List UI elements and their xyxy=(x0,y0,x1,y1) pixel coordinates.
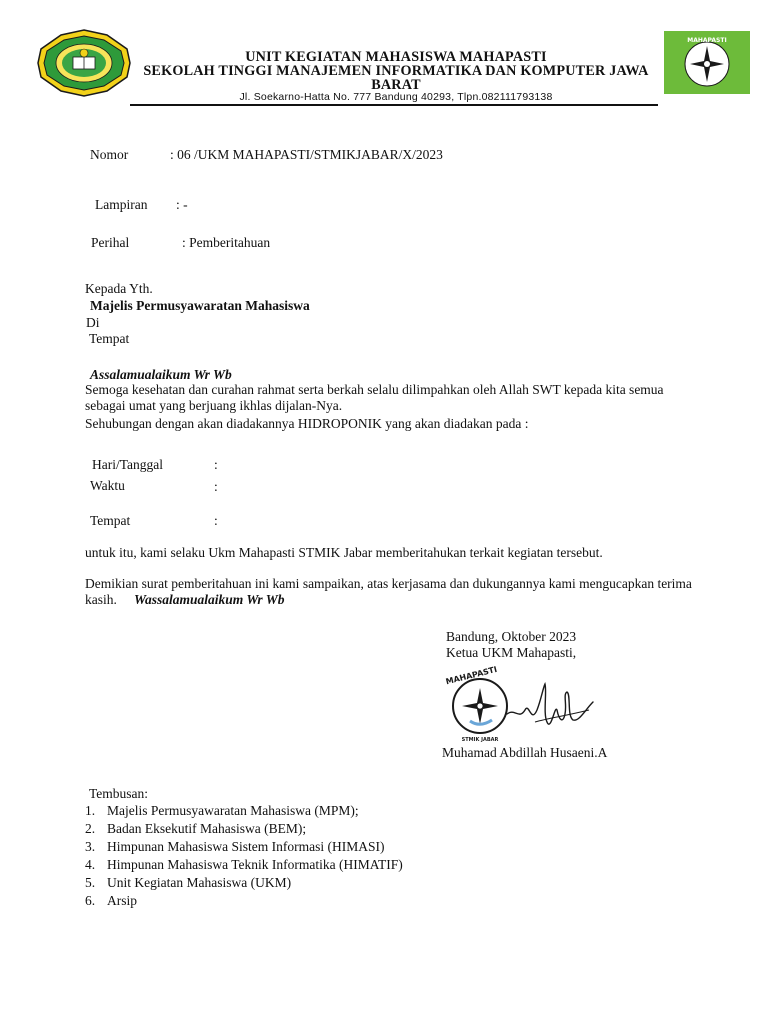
list-item: 6. Arsip xyxy=(85,893,137,908)
svg-text:MAHAPASTI: MAHAPASTI xyxy=(687,37,727,44)
handwritten-signature xyxy=(505,680,597,740)
nomor-value: : 06 /UKM MAHAPASTI/STMIKJABAR/X/2023 xyxy=(170,147,443,162)
lampiran-label: Lampiran xyxy=(95,197,148,212)
list-item: 4. Himpunan Mahasiswa Teknik Informatika (HIMATIF) xyxy=(85,857,403,872)
list-item: 5. Unit Kegiatan Mahasiswa (UKM) xyxy=(85,875,292,890)
paragraph-4-line-2: kasih. xyxy=(85,592,117,607)
paragraph-1-line-2: sebagai umat yang berjuang ikhlas dijalan-Nya. xyxy=(85,398,343,413)
svg-text:MAHAPASTI: MAHAPASTI xyxy=(444,666,498,687)
paragraph-1-line-1: Semoga kesehatan dan curahan rahmat serta berkah selalu dilimpahkan oleh Allah SWT kepada kita semua xyxy=(85,382,664,397)
recipient-kepada: Kepada Yth. xyxy=(85,281,153,296)
header-line-2: SEKOLAH TINGGI MANAJEMEN INFORMATIKA DAN KOMPUTER JAWA xyxy=(143,63,649,79)
list-item: 1. Majelis Permusyawaratan Mahasiswa (MPM); xyxy=(85,803,359,818)
perihal-label: Perihal xyxy=(91,235,130,250)
waktu-label: Waktu xyxy=(90,478,125,493)
signature-place-date: Bandung, Oktober 2023 xyxy=(446,629,577,644)
svg-text:STMIK JABAR: STMIK JABAR xyxy=(461,737,499,742)
header-line-1: UNIT KEGIATAN MAHASISWA MAHAPASTI xyxy=(245,49,547,65)
recipient-di: Di xyxy=(86,315,100,330)
hari-tanggal-label: Hari/Tanggal xyxy=(92,457,164,472)
recipient-name: Majelis Permusyawaratan Mahasiswa xyxy=(90,298,310,313)
institution-logo xyxy=(37,29,131,97)
header-divider xyxy=(130,104,658,106)
list-item: 2. Badan Eksekutif Mahasiswa (BEM); xyxy=(85,821,307,836)
recipient-tempat: Tempat xyxy=(89,331,130,346)
signature-title: Ketua UKM Mahapasti, xyxy=(446,645,577,660)
lampiran-value: : - xyxy=(176,197,188,212)
nomor-label: Nomor xyxy=(90,147,129,162)
header-line-3: BARAT xyxy=(371,77,421,93)
perihal-value: : Pemberitahuan xyxy=(182,235,271,250)
list-item: 3. Himpunan Mahasiswa Sistem Informasi (HIMASI) xyxy=(85,839,385,854)
tembusan-label: Tembusan: xyxy=(89,786,149,801)
ukm-logo xyxy=(664,31,750,94)
waktu-colon: : xyxy=(214,479,218,494)
tempat-label: Tempat xyxy=(90,513,131,528)
hari-tanggal-colon: : xyxy=(214,457,218,472)
tembusan-list xyxy=(85,803,403,911)
signatory-name: Muhamad Abdillah Husaeni.A xyxy=(442,745,608,760)
paragraph-3: untuk itu, kami selaku Ukm Mahapasti STMIK Jabar memberitahukan terkait kegiatan tersebut. xyxy=(85,545,603,560)
paragraph-4-line-1: Demikian surat pemberitahuan ini kami sampaikan, atas kerjasama dan dukungannya kami mengucapkan terima xyxy=(85,576,692,591)
greeting: Assalamualaikum Wr Wb xyxy=(90,367,232,382)
closing-salutation: Wassalamualaikum Wr Wb xyxy=(134,592,285,607)
header-address: Jl. Soekarno-Hatta No. 777 Bandung 40293, Tlpn.082111793138 xyxy=(239,91,553,103)
tempat-colon: : xyxy=(214,513,218,528)
paragraph-2: Sehubungan dengan akan diadakannya HIDROPONIK yang akan diadakan pada : xyxy=(85,416,529,431)
